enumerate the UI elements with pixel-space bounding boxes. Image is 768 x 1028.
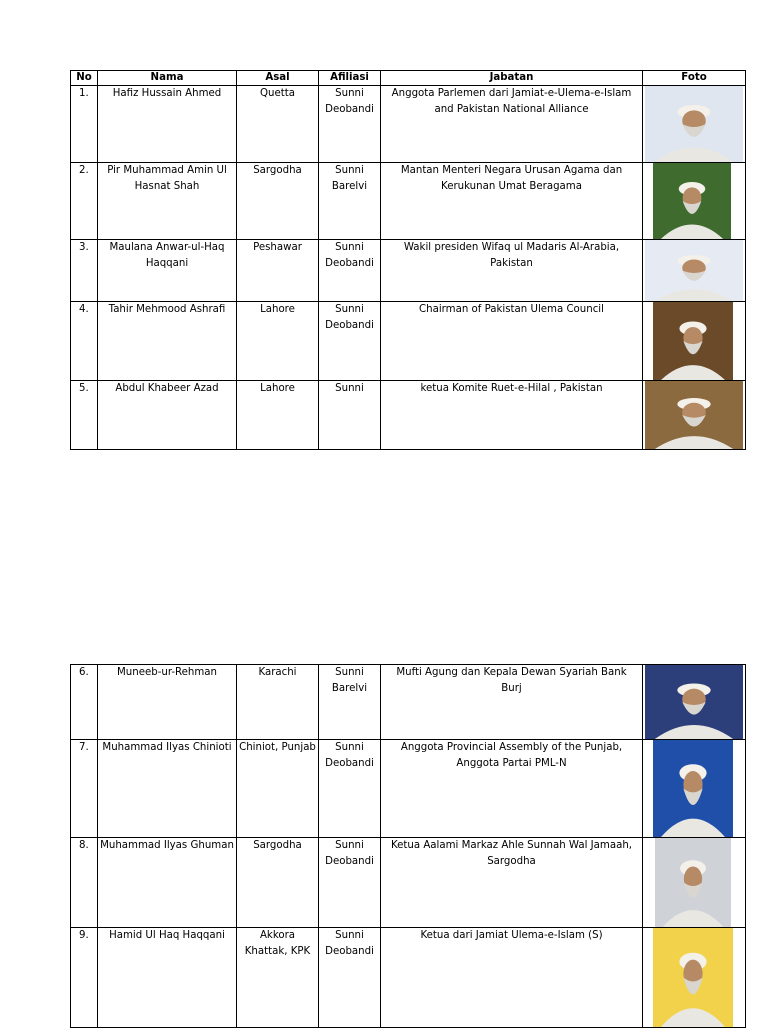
row-number: 6. xyxy=(71,665,98,740)
table-row xyxy=(71,240,746,302)
row-asal: Akkora Khattak, KPK xyxy=(237,928,319,1028)
row-afiliasi: Sunni Deobandi xyxy=(319,838,381,928)
portrait-photo xyxy=(655,838,731,927)
header-no: No xyxy=(71,71,98,86)
row-number: 8. xyxy=(71,838,98,928)
row-foto xyxy=(643,740,746,838)
row-foto xyxy=(643,838,746,928)
row-nama: Muneeb-ur-Rehman xyxy=(98,665,237,740)
header-nama: Nama xyxy=(98,71,237,86)
row-jabatan: Mantan Menteri Negara Urusan Agama dan Kerukunan Umat Beragama xyxy=(381,163,643,240)
row-asal: Sargodha xyxy=(237,163,319,240)
portrait-photo xyxy=(653,928,733,1027)
row-number: 1. xyxy=(71,86,98,163)
header-asal: Asal xyxy=(237,71,319,86)
row-afiliasi: Sunni Deobandi xyxy=(319,740,381,838)
row-asal: Chiniot, Punjab xyxy=(237,740,319,838)
portrait-photo xyxy=(645,240,743,301)
table-row xyxy=(71,302,746,381)
row-nama: Hafiz Hussain Ahmed xyxy=(98,86,237,163)
portrait-photo xyxy=(645,86,743,162)
row-number: 9. xyxy=(71,928,98,1028)
row-nama: Maulana Anwar-ul-Haq Haqqani xyxy=(98,240,237,302)
row-nama: Pir Muhammad Amin Ul Hasnat Shah xyxy=(98,163,237,240)
row-foto xyxy=(643,240,746,302)
portrait-photo xyxy=(653,740,733,837)
table-row xyxy=(71,838,746,928)
row-afiliasi: Sunni xyxy=(319,381,381,450)
row-foto xyxy=(643,163,746,240)
row-afiliasi: Sunni Deobandi xyxy=(319,240,381,302)
officials-table-part-2 xyxy=(70,664,746,1028)
table-row xyxy=(71,740,746,838)
row-jabatan: Mufti Agung dan Kepala Dewan Syariah Bank Burj xyxy=(381,665,643,740)
row-foto xyxy=(643,928,746,1028)
table-row xyxy=(71,928,746,1028)
row-number: 4. xyxy=(71,302,98,381)
row-afiliasi: Sunni Barelvi xyxy=(319,665,381,740)
header-jabatan: Jabatan xyxy=(381,71,643,86)
row-number: 3. xyxy=(71,240,98,302)
row-number: 5. xyxy=(71,381,98,450)
row-foto xyxy=(643,86,746,163)
row-foto xyxy=(643,665,746,740)
header-afiliasi: Afiliasi xyxy=(319,71,381,86)
row-jabatan: Wakil presiden Wifaq ul Madaris Al-Arabia, Pakistan xyxy=(381,240,643,302)
row-jabatan: ketua Komite Ruet-e-Hilal , Pakistan xyxy=(381,381,643,450)
row-nama: Abdul Khabeer Azad xyxy=(98,381,237,450)
portrait-photo xyxy=(645,665,743,739)
row-afiliasi: Sunni Deobandi xyxy=(319,302,381,381)
row-asal: Quetta xyxy=(237,86,319,163)
portrait-photo xyxy=(653,163,731,239)
row-jabatan: Anggota Parlemen dari Jamiat-e-Ulema-e-Islam and Pakistan National Alliance xyxy=(381,86,643,163)
row-foto xyxy=(643,302,746,381)
row-asal: Lahore xyxy=(237,381,319,450)
row-jabatan: Ketua Aalami Markaz Ahle Sunnah Wal Jamaah, Sargodha xyxy=(381,838,643,928)
row-afiliasi: Sunni Deobandi xyxy=(319,928,381,1028)
table-row xyxy=(71,381,746,450)
row-number: 7. xyxy=(71,740,98,838)
officials-table-part-1 xyxy=(70,70,746,450)
row-nama: Hamid Ul Haq Haqqani xyxy=(98,928,237,1028)
row-asal: Karachi xyxy=(237,665,319,740)
row-jabatan: Anggota Provincial Assembly of the Punjab, Anggota Partai PML-N xyxy=(381,740,643,838)
header-foto: Foto xyxy=(643,71,746,86)
row-nama: Muhammad Ilyas Chinioti xyxy=(98,740,237,838)
row-afiliasi: Sunni Deobandi xyxy=(319,86,381,163)
row-asal: Lahore xyxy=(237,302,319,381)
row-foto xyxy=(643,381,746,450)
row-asal: Peshawar xyxy=(237,240,319,302)
row-jabatan: Ketua dari Jamiat Ulema-e-Islam (S) xyxy=(381,928,643,1028)
table-row xyxy=(71,665,746,740)
table-row xyxy=(71,163,746,240)
row-asal: Sargodha xyxy=(237,838,319,928)
table-header-row xyxy=(71,71,746,86)
row-nama: Muhammad Ilyas Ghuman xyxy=(98,838,237,928)
portrait-photo xyxy=(653,302,733,380)
row-afiliasi: Sunni Barelvi xyxy=(319,163,381,240)
row-number: 2. xyxy=(71,163,98,240)
row-jabatan: Chairman of Pakistan Ulema Council xyxy=(381,302,643,381)
portrait-photo xyxy=(645,381,743,449)
row-nama: Tahir Mehmood Ashrafi xyxy=(98,302,237,381)
table-row xyxy=(71,86,746,163)
